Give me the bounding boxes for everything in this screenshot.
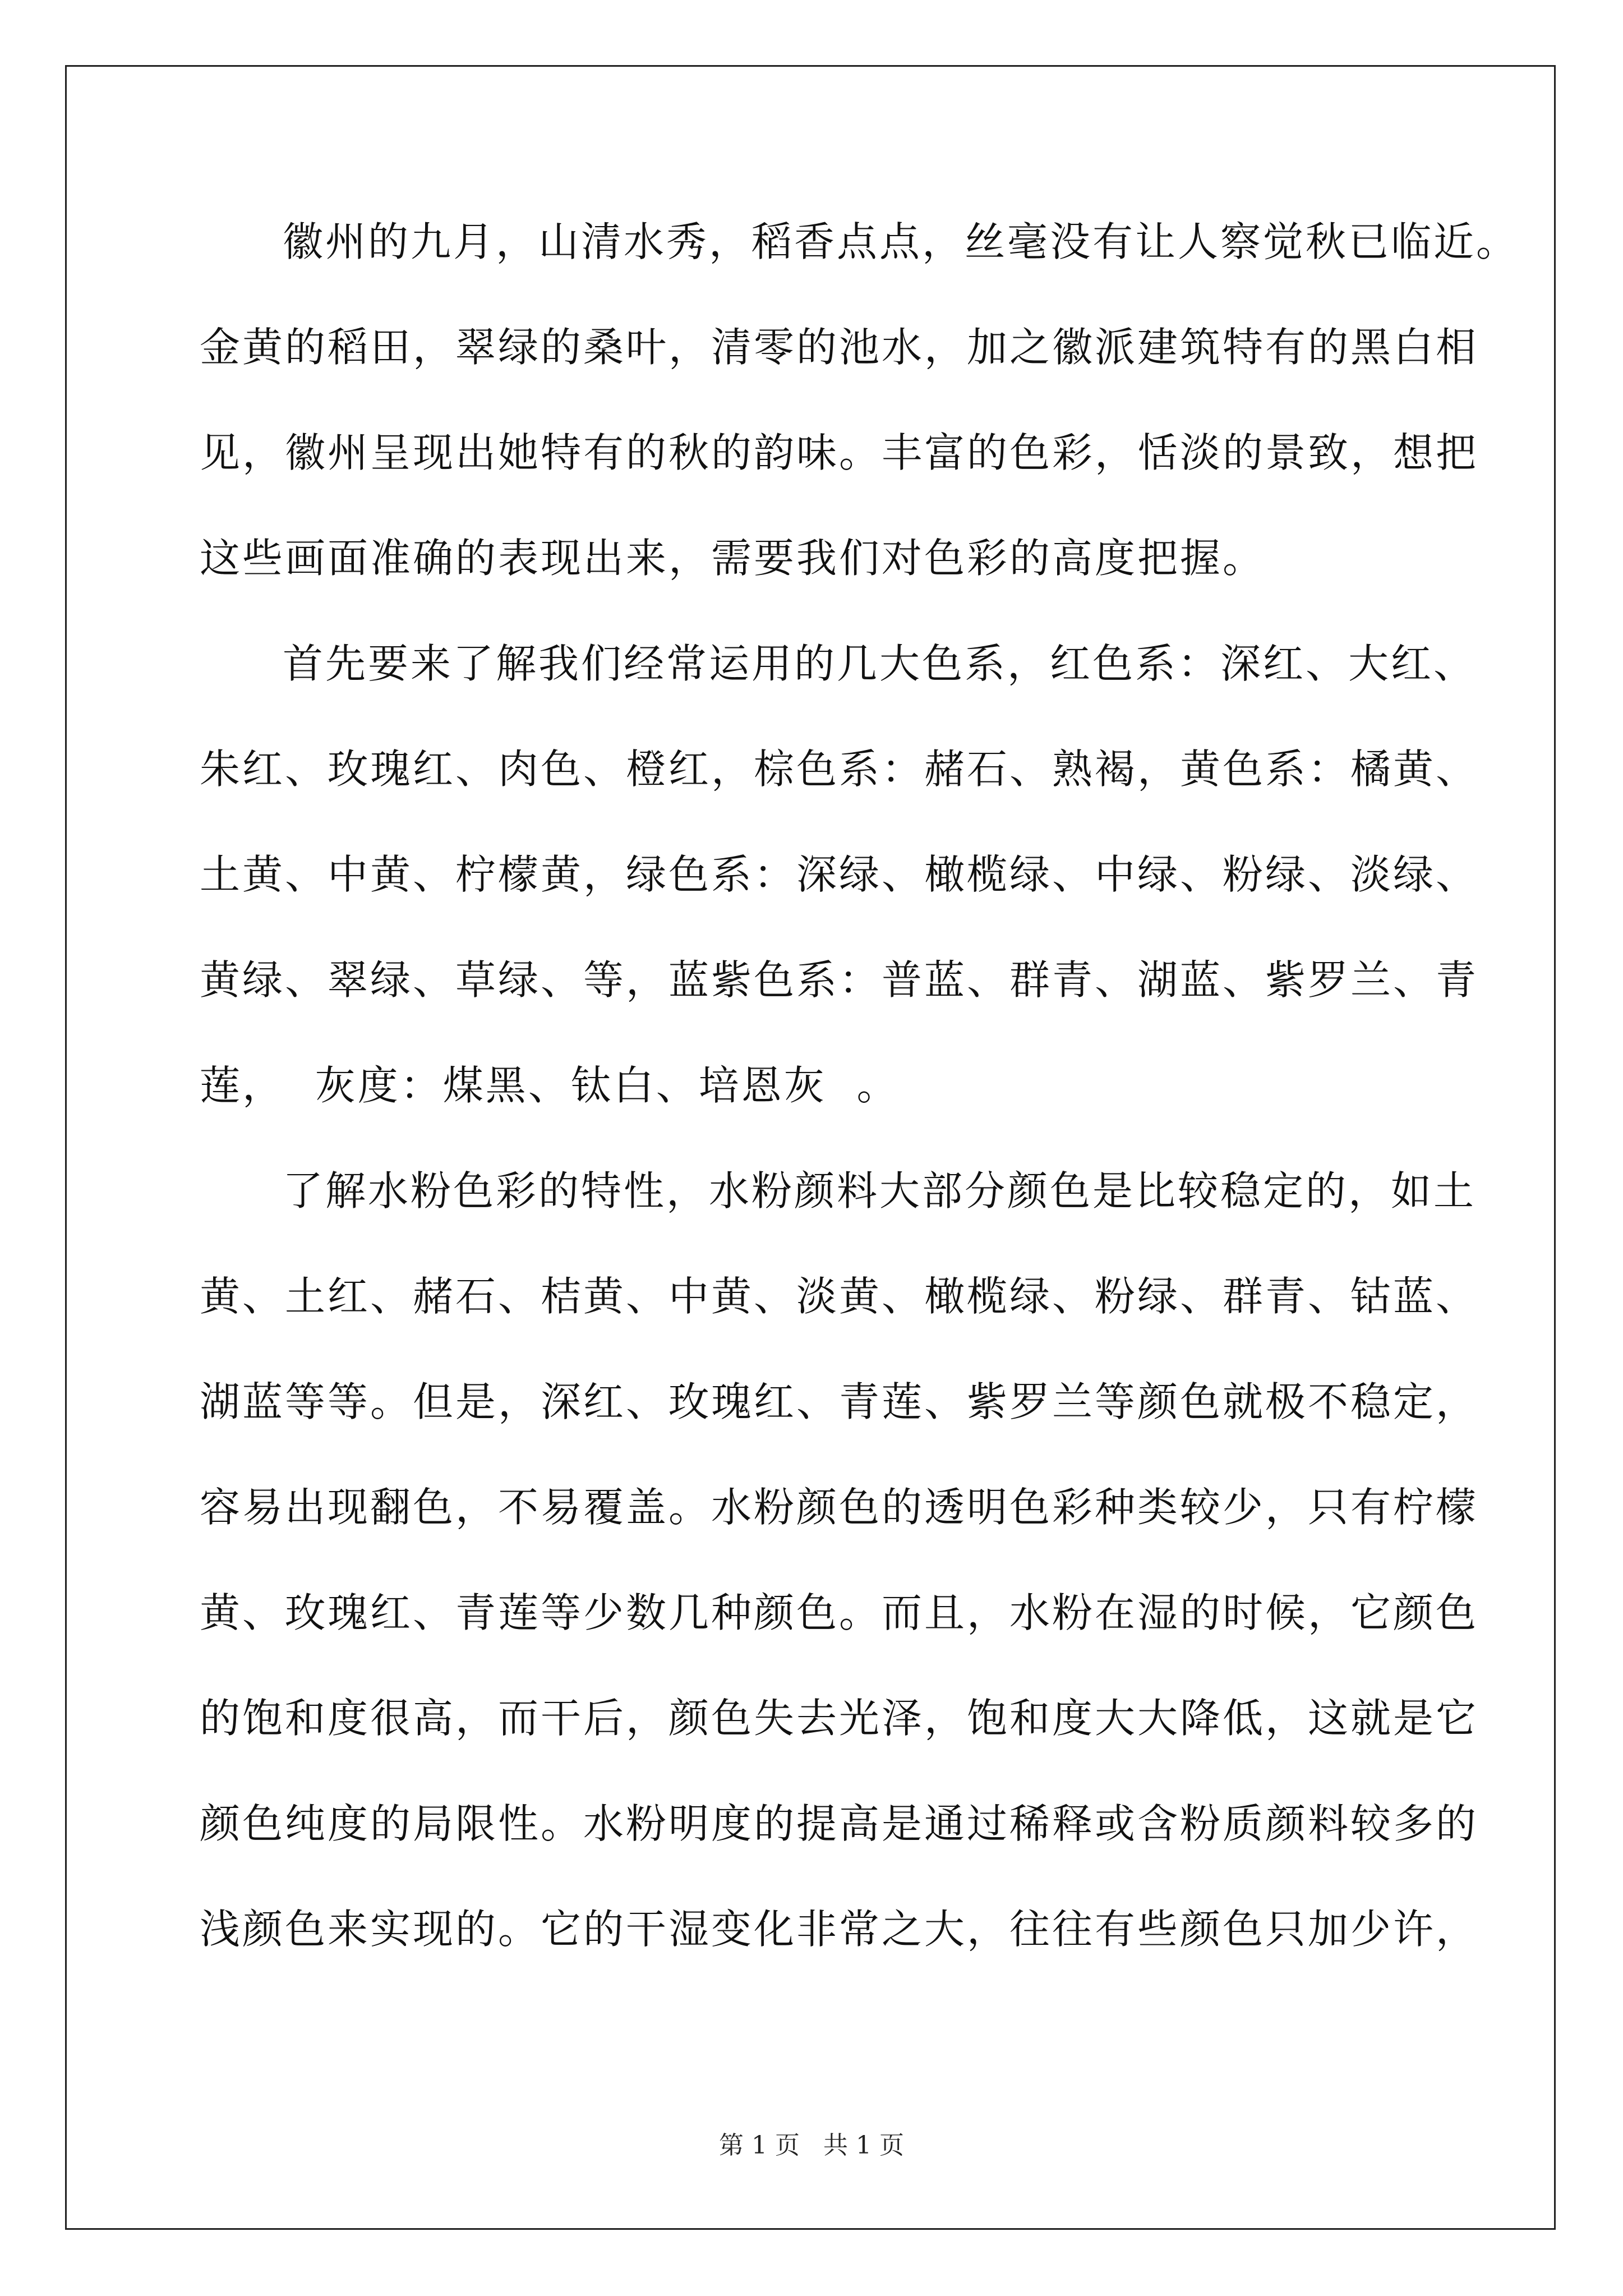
paragraph-1-line-3: 见，徽州呈现出她特有的秋的韵味。丰富的色彩，恬淡的景致，想把 [200, 429, 1479, 476]
page-footer: 第 1 页 共 1 页 [719, 2131, 904, 2160]
document-body [200, 218, 1519, 2014]
paragraph-2-line-5: 莲， 灰度：煤黑、钛白、培恩灰 。 [200, 1062, 900, 1109]
paragraph-3-line-2: 黄、土红、赭石、桔黄、中黄、淡黄、橄榄绿、粉绿、群青、钴蓝、 [200, 1273, 1479, 1320]
paragraph-2-line-2: 朱红、玫瑰红、肉色、橙红，棕色系：赭石、熟褐，黄色系：橘黄、 [200, 746, 1479, 793]
paragraph-3-line-4: 容易出现翻色，不易覆盖。水粉颜色的透明色彩种类较少，只有柠檬 [200, 1484, 1479, 1531]
paragraph-1-line-1: 徽州的九月，山清水秀，稻香点点，丝毫没有让人察觉秋已临近。 [283, 218, 1519, 265]
paragraph-2-line-4: 黄绿、翠绿、草绿、等，蓝紫色系：普蓝、群青、湖蓝、紫罗兰、青 [200, 956, 1479, 1004]
paragraph-1-line-2: 金黄的稻田，翠绿的桑叶，清零的池水，加之徽派建筑特有的黑白相 [200, 324, 1479, 371]
paragraph-3-line-7: 颜色纯度的局限性。水粉明度的提高是通过稀释或含粉质颜料较多的 [200, 1800, 1479, 1847]
paragraph-3-line-8: 浅颜色来实现的。它的干湿变化非常之大，往往有些颜色只加少许， [200, 1906, 1479, 1953]
paragraph-3-line-5: 黄、玫瑰红、青莲等少数几种颜色。而且，水粉在湿的时候，它颜色 [200, 1589, 1479, 1636]
paragraph-1-line-4: 这些画面准确的表现出来，需要我们对色彩的高度把握。 [200, 535, 1266, 582]
paragraph-3-line-3: 湖蓝等等。但是，深红、玫瑰红、青莲、紫罗兰等颜色就极不稳定， [200, 1378, 1479, 1425]
paragraph-2-line-1: 首先要来了解我们经常运用的几大色系，红色系：深红、大红、 [283, 640, 1477, 687]
paragraph-2-line-3: 土黄、中黄、柠檬黄，绿色系：深绿、橄榄绿、中绿、粉绿、淡绿、 [200, 851, 1479, 898]
paragraph-3-line-1: 了解水粉色彩的特性，水粉颜料大部分颜色是比较稳定的，如土 [283, 1167, 1477, 1214]
paragraph-3-line-6: 的饱和度很高，而干后，颜色失去光泽，饱和度大大降低，这就是它 [200, 1695, 1479, 1742]
